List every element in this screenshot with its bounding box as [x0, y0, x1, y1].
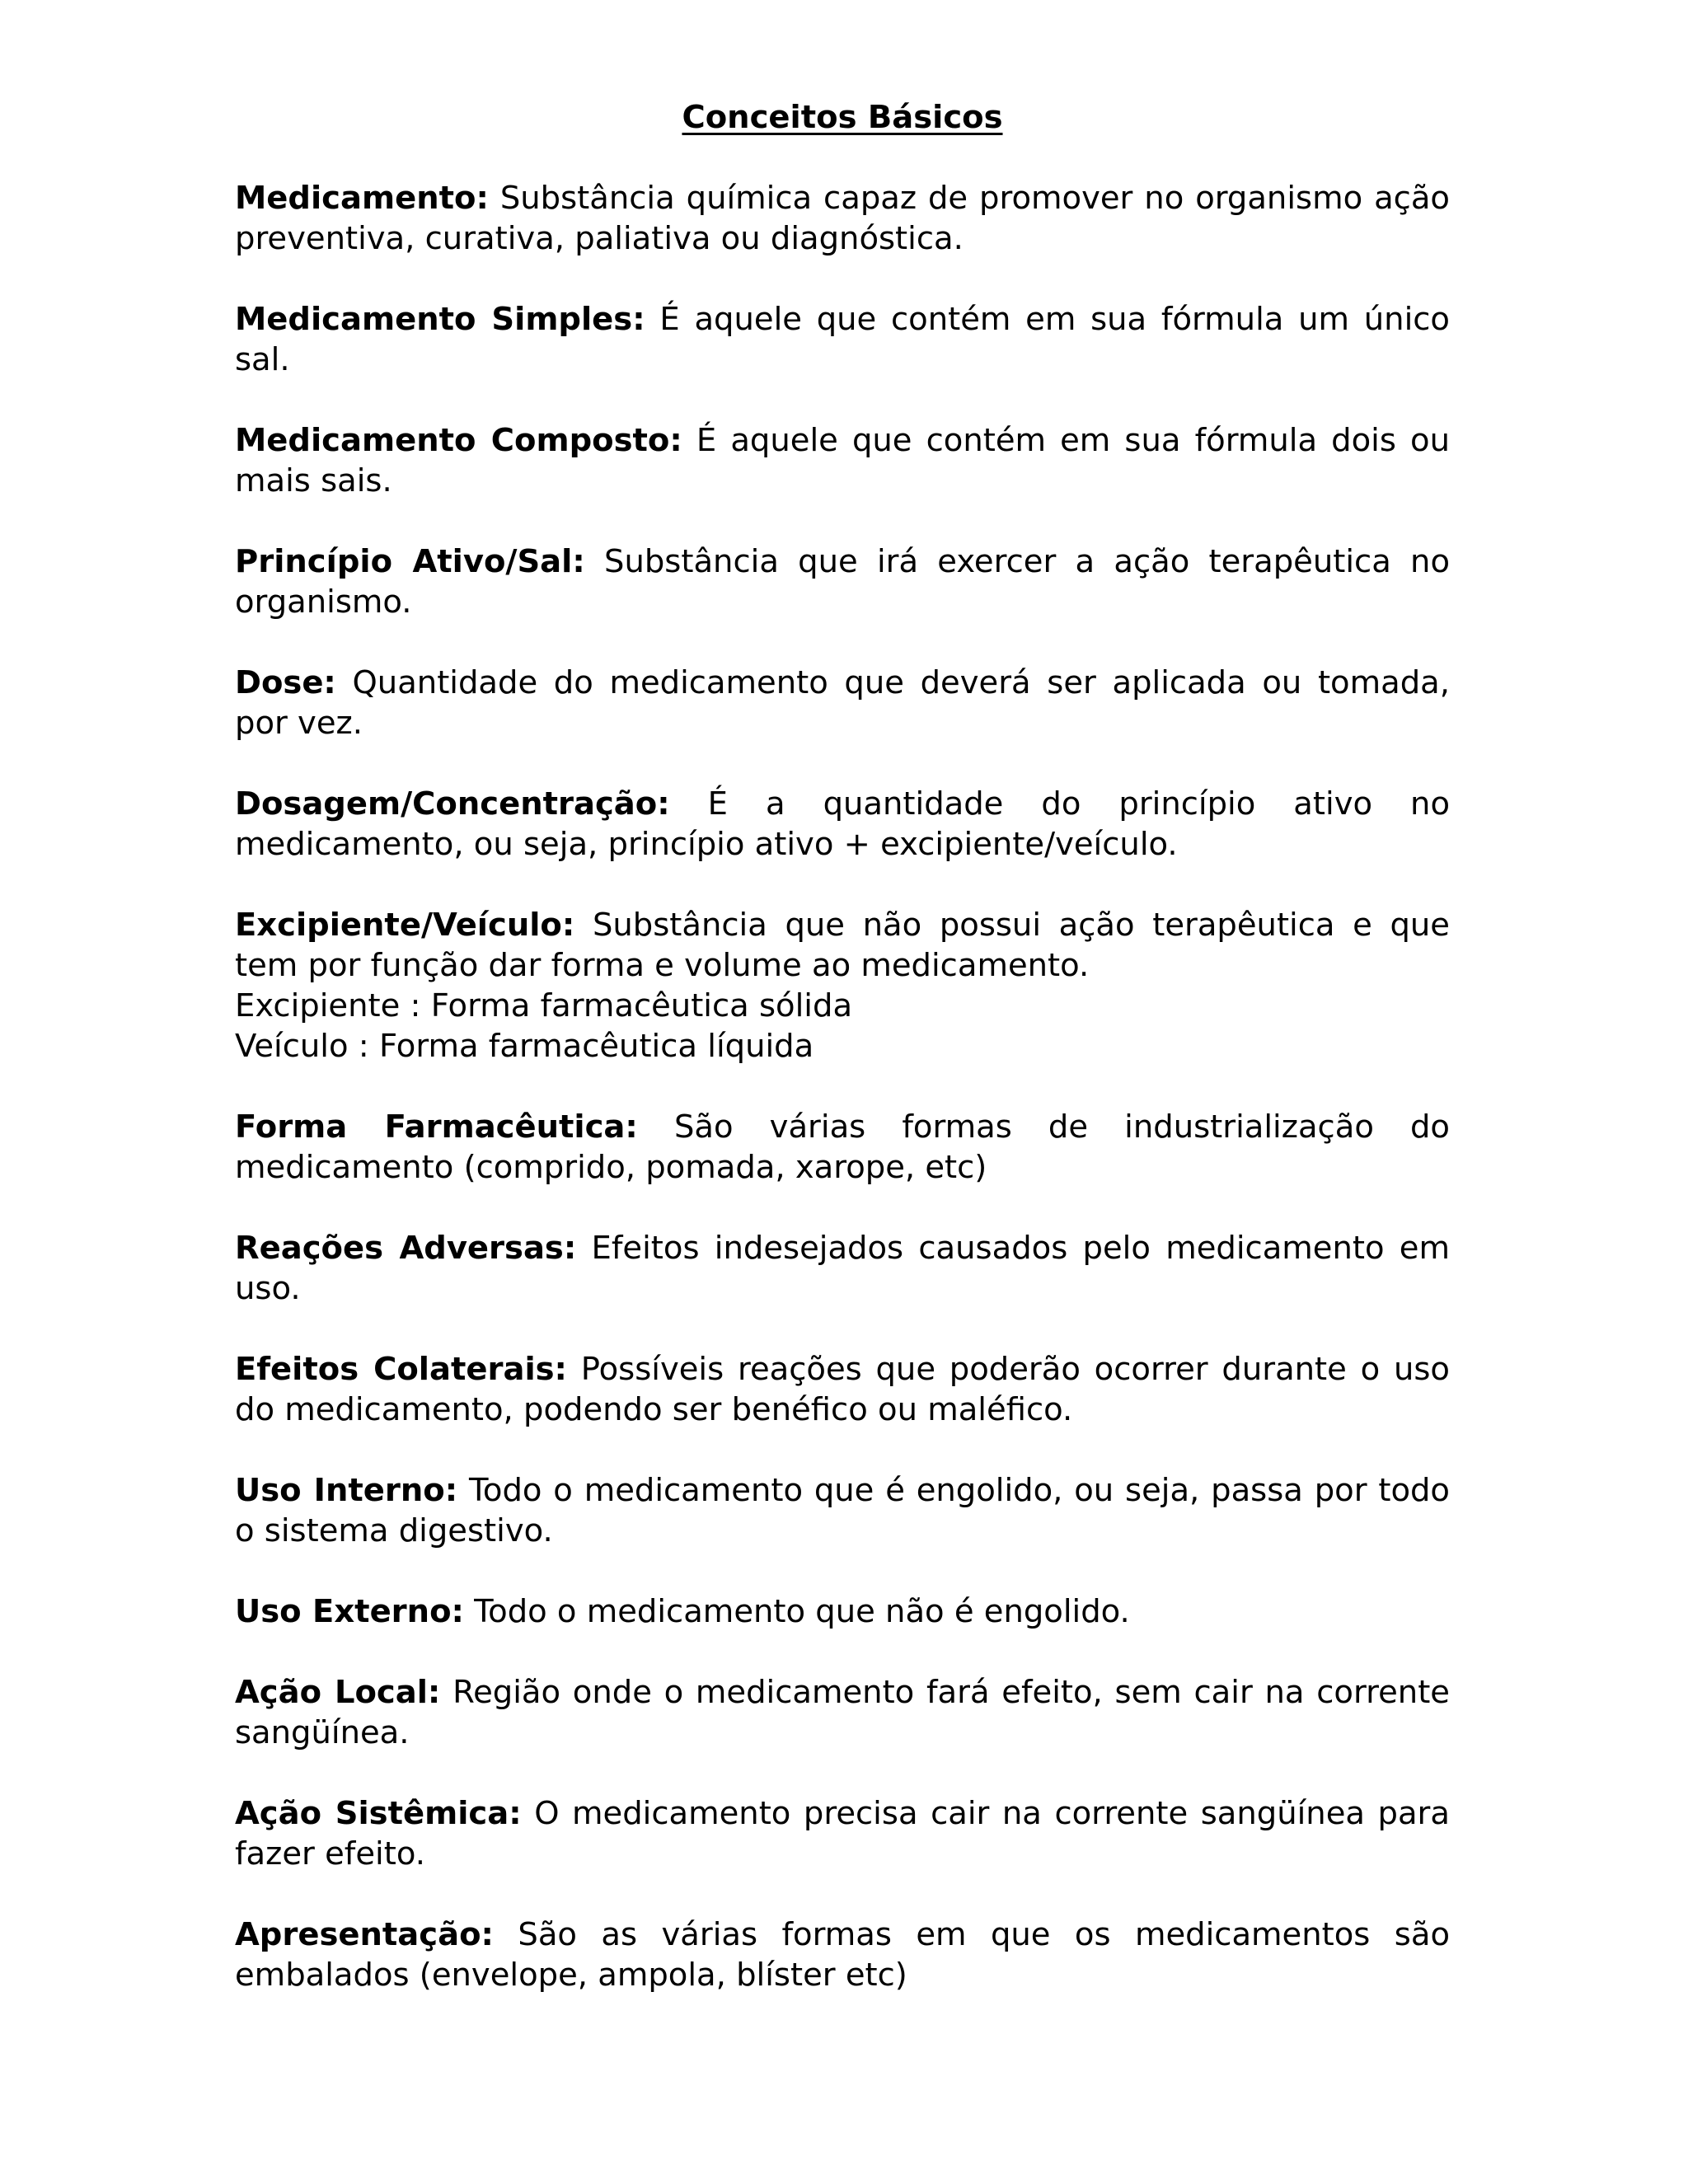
entry-term: Dose:	[235, 664, 336, 701]
entry-term: Uso Externo:	[235, 1593, 464, 1630]
entry-definition: É a quantidade do princípio ativo no medicamento, ou seja, princípio ativo + excipiente/veículo.	[235, 785, 1450, 863]
entry-definition: Substância química capaz de promover no organismo ação preventiva, curativa, paliativa ou diagnóstica.	[235, 180, 1450, 257]
entry-definition: O medicamento precisa cair na corrente sangüínea para fazer efeito.	[235, 1795, 1450, 1872]
entry-term: Dosagem/Concentração:	[235, 785, 670, 823]
entry-text	[235, 1107, 1450, 1188]
entry-definition: Substância que irá exercer a ação terapêutica no organismo.	[235, 543, 1451, 621]
entry-term: Forma Farmacêutica:	[235, 1108, 638, 1146]
entry-definition: É aquele que contém em sua fórmula um único sal.	[235, 301, 1450, 378]
entry-medicamento-simples	[235, 299, 1450, 380]
entry-apresentacao	[235, 1915, 1450, 1995]
entry-definition: Todo o medicamento que não é engolido.	[474, 1593, 1130, 1630]
entry-medicamento-composto	[235, 420, 1450, 501]
entry-text	[235, 420, 1450, 501]
page-title: Conceitos Básicos	[682, 99, 1003, 136]
entry-reacoes-adversas	[235, 1228, 1450, 1309]
entry-term: Medicamento Composto:	[235, 422, 682, 459]
entry-text	[235, 1228, 1450, 1309]
entry-definition: São as várias formas em que os medicamentos são embalados (envelope, ampola, blíster etc)	[235, 1916, 1451, 1994]
entry-dose	[235, 663, 1450, 743]
entry-text	[235, 663, 1450, 743]
entry-text	[235, 1349, 1450, 1430]
entry-extra-line: Veículo : Forma farmacêutica líquida	[235, 1028, 814, 1065]
entry-acao-sistemica	[235, 1793, 1450, 1874]
entry-definition: Todo o medicamento que é engolido, ou seja, passa por todo o sistema digestivo.	[235, 1472, 1450, 1549]
entry-dosagem	[235, 784, 1450, 865]
entry-text	[235, 1793, 1450, 1874]
entry-term: Princípio Ativo/Sal:	[235, 543, 585, 580]
entry-text	[235, 1591, 1450, 1632]
entry-acao-local	[235, 1672, 1450, 1753]
entry-extra-line: Excipiente : Forma farmacêutica sólida	[235, 987, 853, 1024]
entry-text	[235, 178, 1450, 259]
entry-text	[235, 1915, 1450, 1995]
entry-term: Excipiente/Veículo:	[235, 907, 575, 944]
entry-medicamento	[235, 178, 1450, 259]
entry-efeitos-colaterais	[235, 1349, 1450, 1430]
entry-excipiente	[235, 905, 1450, 1066]
entry-definition: São várias formas de industrialização do medicamento (comprido, pomada, xarope, etc)	[235, 1108, 1450, 1186]
entry-forma-farmaceutica	[235, 1107, 1450, 1188]
entry-definition: Efeitos indesejados causados pelo medicamento em uso.	[235, 1230, 1450, 1307]
entry-definition: Substância que não possui ação terapêutica e que tem por função dar forma e volume ao medicamento.	[235, 907, 1450, 984]
entry-definition: É aquele que contém em sua fórmula dois ou mais sais.	[235, 422, 1450, 499]
entry-term: Reações Adversas:	[235, 1230, 577, 1267]
entry-text	[235, 784, 1450, 865]
entry-definition: Região onde o medicamento fará efeito, sem cair na corrente sangüínea.	[235, 1674, 1450, 1751]
entry-term: Ação Local:	[235, 1674, 441, 1711]
entry-text	[235, 1672, 1450, 1753]
entry-text	[235, 1470, 1450, 1551]
entry-uso-interno	[235, 1470, 1450, 1551]
document-page	[235, 97, 1450, 2036]
entry-term: Medicamento:	[235, 180, 489, 217]
entry-text	[235, 905, 1450, 986]
entry-term: Efeitos Colaterais:	[235, 1351, 567, 1388]
entry-text	[235, 541, 1450, 622]
entry-term: Uso Interno:	[235, 1472, 458, 1509]
entry-text	[235, 299, 1450, 380]
entry-term: Apresentação:	[235, 1916, 494, 1953]
entry-definition: Possíveis reações que poderão ocorrer durante o uso do medicamento, podendo ser benéfico ou maléfico.	[235, 1351, 1450, 1428]
entry-term: Medicamento Simples:	[235, 301, 645, 338]
entry-uso-externo	[235, 1591, 1450, 1632]
entry-definition: Quantidade do medicamento que deverá ser aplicada ou tomada, por vez.	[235, 664, 1450, 742]
entry-principio-ativo	[235, 541, 1450, 622]
entry-term: Ação Sistêmica:	[235, 1795, 522, 1832]
